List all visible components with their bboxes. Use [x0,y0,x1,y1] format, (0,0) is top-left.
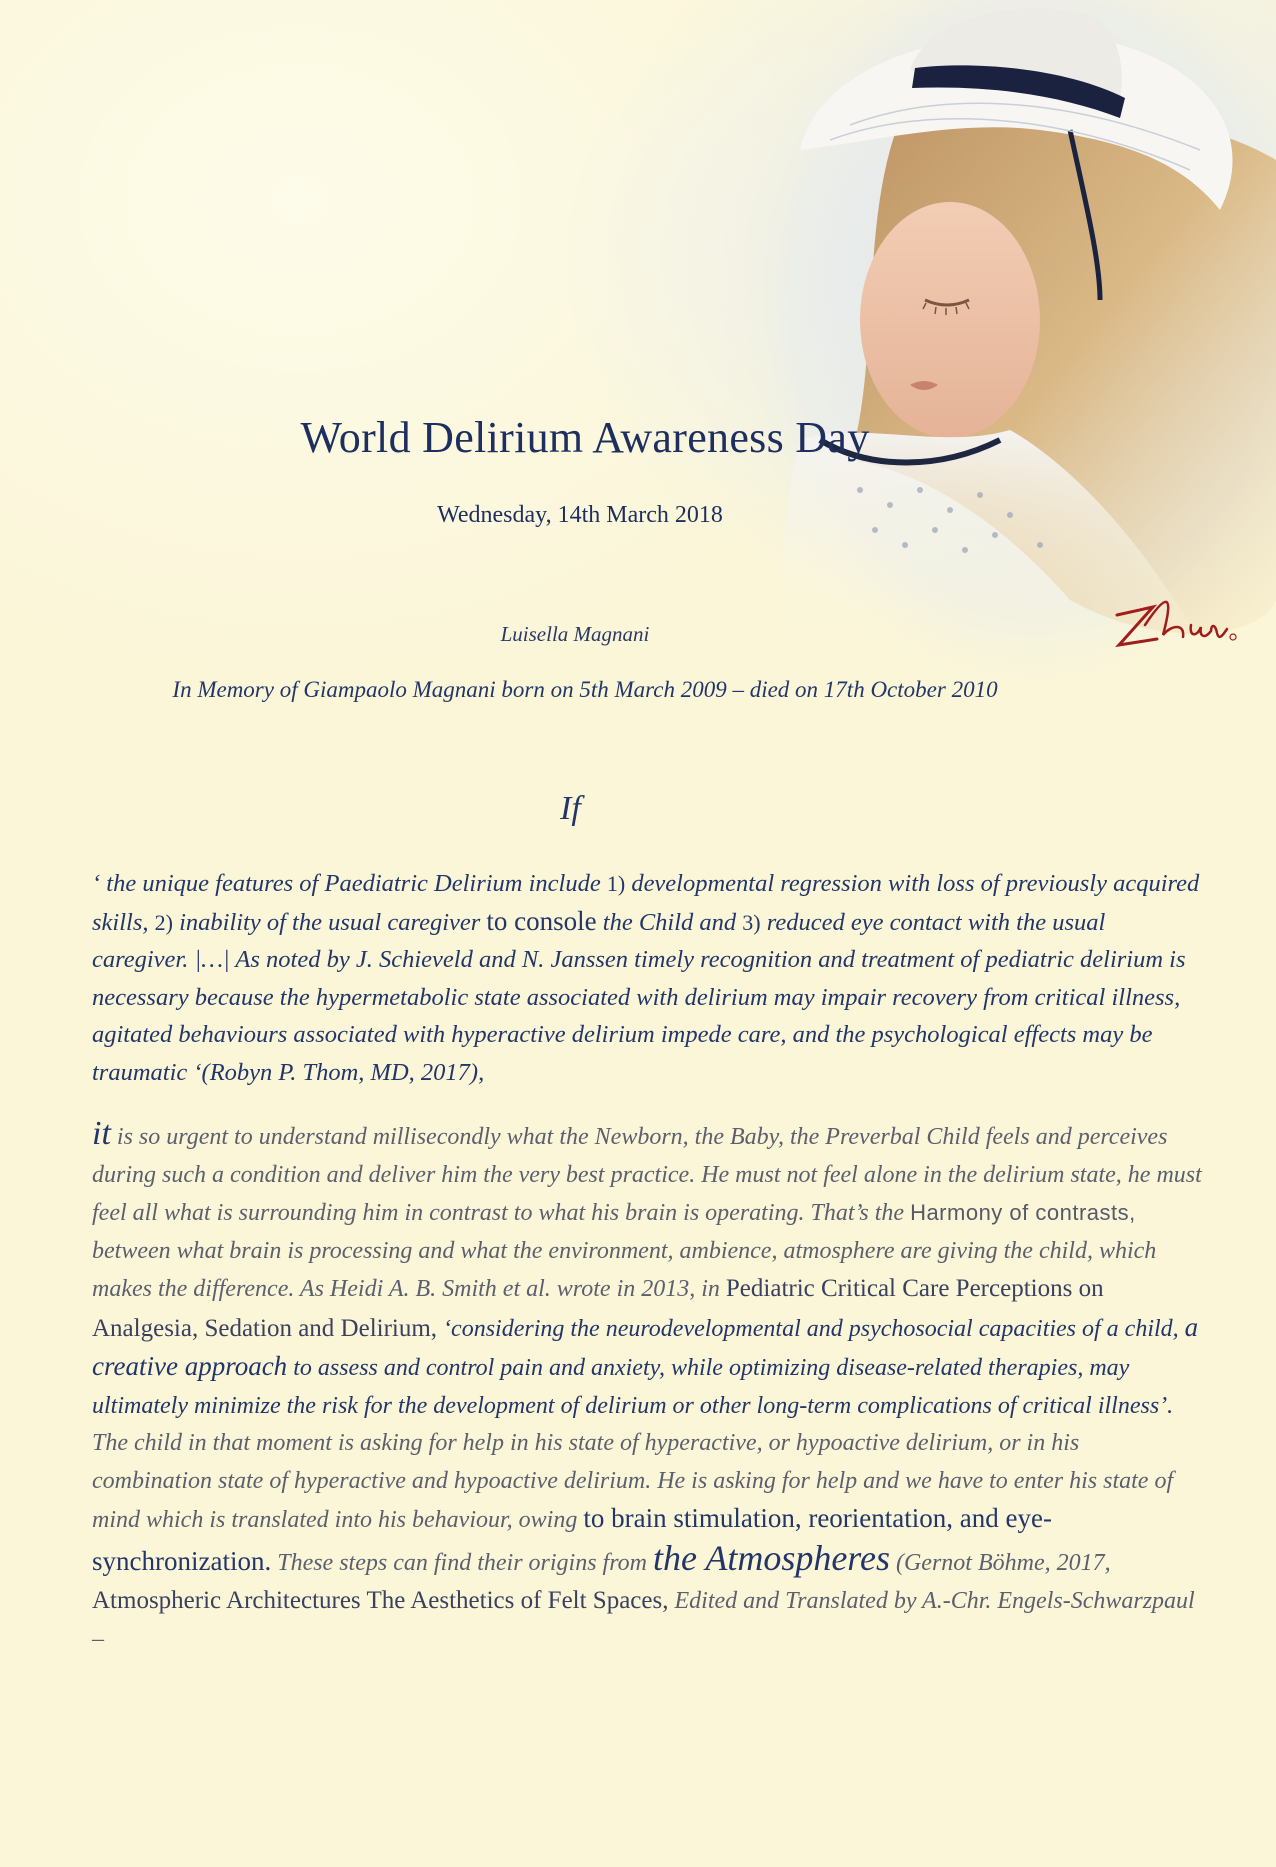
body-text: (Gernot Böhme, 2017, [889,1549,1111,1576]
if-heading: If [560,790,581,827]
publication-title: Pediatric Critical Care Perceptions on Analgesia, Sedation and Delirium, [92,1275,1104,1342]
body-text: between what brain is processing and what the environment, ambience, atmosphere are giving the child, which makes the difference. As Heidi A. B. Smith et al. wrote in 2013, in [92,1237,1157,1302]
creative-approach-phrase: a creative approach [92,1311,1199,1381]
body-paragraph [92,1115,1202,1658]
author-name: Luisella Magnani [500,622,650,646]
quote-text: reduced eye contact with the usual caregiver. |…| As noted by J. Schieveld and N. Janssen timely recognition and treatment of pediatric delirium is necessary because the hypermetabolic state associated with delirium may impair recovery from critical illness, agitated behaviours associated with hyperactive delirium impede care, and the psychological effects may be traumatic ‘(Robyn P. Thom, MD, 2017), [92,908,1186,1086]
quote-text: developmental regression with loss of previously acquired skills, [92,870,1200,936]
harmony-phrase: Harmony of contrasts, [910,1200,1136,1225]
quote-paragraph [92,865,1202,1091]
atmospheres-phrase: the Atmospheres [653,1537,890,1578]
body-text: is so urgent to understand millisecondly what the Newborn, the Baby, the Preverbal Child feels and perceives during such a condition and deliver him the very best practice. He must not feel alone in the delirium state, he must feel all what is surrounding him in contrast to what his brain is operating. That’s the [92,1124,1202,1226]
body-text: Edited and Translated by A.-Chr. Engels-Schwarzpaul – [92,1588,1195,1652]
page-title: World Delirium Awareness Day [300,413,870,462]
portrait-illustration [740,0,1276,680]
body-quote: ‘considering the neurodevelopmental and psychosocial capacities of a child, [437,1315,1185,1342]
quote-emphasis: to console [486,905,597,936]
memorial-line: In Memory of Giampaolo Magnani born on 5th March 2009 – died on 17th October 2010 [172,677,998,702]
lead-word: it [92,1115,111,1152]
stimulation-phrase: to brain stimulation, reorientation, and eye-synchronization. [92,1503,1052,1576]
child-portrait-image [740,0,1276,680]
body-quote: to assess and control pain and anxiety, while optimizing disease-related therapies, may ultimately minimize the risk for the development of delirium or other long-term complications of critical illness’. [92,1355,1174,1419]
quote-number: 3) [742,909,761,935]
quote-number: 2) [154,909,173,935]
quote-text: inability of the usual caregiver [172,908,487,936]
quote-text: the Child and [596,908,743,936]
body-text: These steps can find their origins from [271,1549,653,1576]
event-date: Wednesday, 14th March 2018 [437,502,723,528]
quote-number: 1) [606,871,626,896]
publication-title: Atmospheric Architectures The Aesthetics of Felt Spaces, [92,1587,669,1614]
body-text: The child in that moment is asking for help in his state of hyperactive, or hypoactive delirium, or in his combination state of hyperactive and hypoactive delirium. He is asking for help and we have to enter his state of mind which is translated into his behaviour, owing [92,1430,1174,1533]
quote-text: ‘ the unique features of Paediatric Delirium include [92,870,607,897]
